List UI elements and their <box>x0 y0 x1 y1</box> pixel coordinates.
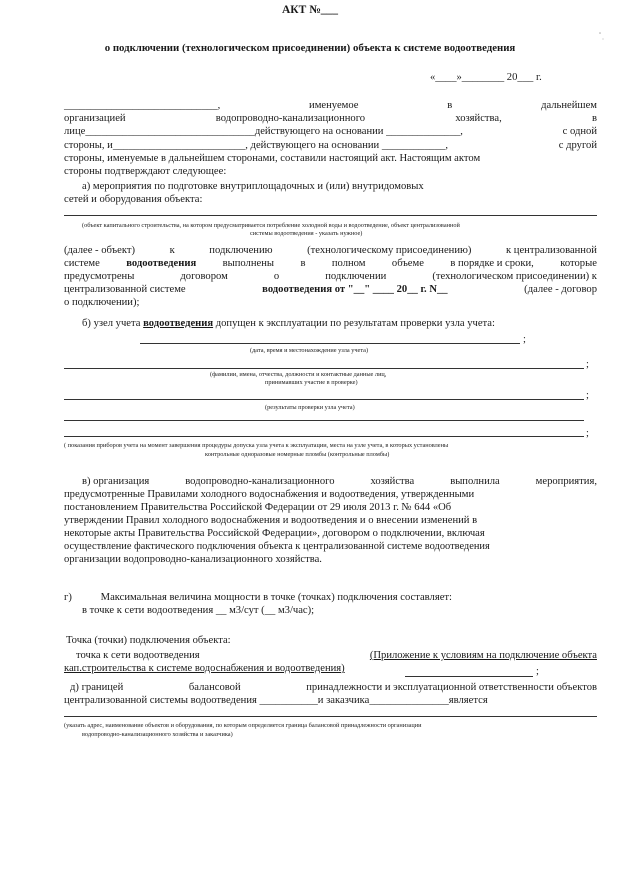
section-a-text-4 <box>64 284 597 296</box>
text-word: выполнены <box>222 258 275 269</box>
section-b-note-readings-1: ( показания приборов учета на момент завершения процедуры допуска узла учета к эксплуатации, места на узле учета, в которых установлены <box>64 442 449 449</box>
section-a-line-1: а) мероприятия по подготовке внутриплощадочных и (или) внутридомовых <box>82 181 424 192</box>
text-word: б) узел учета <box>82 318 141 329</box>
intro-line-3 <box>64 126 597 138</box>
section-v-line-6: осуществление фактического подключения объекта к централизованной системе водоотведения <box>64 541 490 552</box>
intro-line-6: стороны подтверждают следующее: <box>64 166 227 177</box>
section-a-note-2: системы водоотведения - указать нужное) <box>250 230 363 237</box>
section-b-readings-line-1 <box>64 420 584 421</box>
section-b-semicolon-4: ; <box>586 428 589 439</box>
text-word: водопроводно-канализационного <box>185 476 335 487</box>
text-word: полном <box>331 258 366 269</box>
section-b-note-results: (результаты проверки узла учета) <box>265 404 355 411</box>
text-word: предусмотрены <box>64 271 135 282</box>
intro-word: в <box>591 113 597 124</box>
text-word: системе <box>64 258 100 269</box>
section-v-line-2: предусмотренные Правилами холодного водоснабжения и водоотведения, утвержденными <box>64 489 475 500</box>
text-word: в <box>300 258 306 269</box>
act-date-line: «____»________ 20___ г. <box>430 72 542 83</box>
text-word: (далее - договор <box>524 284 597 295</box>
text-word-bold: водоотведения от "__" ____ 20__ г. N__ <box>262 284 448 295</box>
text-word: мероприятия, <box>535 476 597 487</box>
text-word: которые <box>560 258 597 269</box>
text-word: д) границей <box>70 682 124 693</box>
text-word-bold: водоотведения <box>126 258 197 269</box>
text-word: в) организация <box>82 476 150 487</box>
section-g-line-2: в точке к сети водоотведения __ м3/сут (__ м3/час); <box>82 605 315 616</box>
section-a-text-3 <box>64 271 597 283</box>
section-b-results-line <box>64 399 584 400</box>
act-title: АКТ №___ <box>282 4 338 16</box>
section-v-line-7: организации водопроводно-канализационного хозяйства. <box>64 554 322 565</box>
section-b-note-readings-2: контрольные одноразовые номерные пломбы (контрольные пломбы) <box>205 451 390 458</box>
connection-point-semicolon: ; <box>536 666 539 677</box>
scan-speck-marks <box>598 30 606 50</box>
section-d-note-2: водопроводно-канализационного хозяйства и заказчика) <box>82 731 233 738</box>
text-word: подключении <box>325 271 387 282</box>
connection-point-line-1 <box>76 650 597 662</box>
intro-word: водопроводно-канализационного <box>215 113 366 124</box>
intro-line-4 <box>64 140 597 152</box>
text-word: точка к сети водоотведения <box>76 650 200 661</box>
section-d-note-1: (указать адрес, наименование объектов и оборудования, по которым определяется граница балансовой принадлежности организации <box>64 722 422 729</box>
text-word: подключению <box>209 245 273 256</box>
intro-word: организацией <box>64 113 126 124</box>
text-word: в порядке и сроки, <box>450 258 534 269</box>
intro-line-1 <box>64 100 597 112</box>
section-d-line-2: централизованной системы водоотведения ___________и заказчика_______________является <box>64 695 488 706</box>
section-v-line-3: постановлением Правительства Российской Федерации от 29 июля 2013 г. № 644 «Об <box>64 502 452 513</box>
text-word: выполнила <box>450 476 500 487</box>
section-a-text-2 <box>64 258 597 270</box>
section-d-fill-line <box>64 716 597 717</box>
act-subtitle: о подключении (технологическом присоединении) объекта к системе водоотведения <box>104 42 516 54</box>
text-word: балансовой <box>188 682 241 693</box>
intro-word: в <box>447 100 453 111</box>
text-word: (далее - объект) <box>64 245 135 256</box>
section-b-semicolon-3: ; <box>586 390 589 401</box>
section-b-readings-line-2 <box>64 436 584 437</box>
text-word: принадлежности и эксплуатационной ответственности объектов <box>306 682 597 693</box>
section-v-line-5: некоторые акты Правительства Российской Федерации», договором о подключении, включая <box>64 528 485 539</box>
text-word: хозяйства <box>370 476 415 487</box>
intro-org-blank: _____________________________, <box>64 100 221 111</box>
appendix-reference: (Приложение к условиям на подключение объекта <box>369 650 597 661</box>
intro-word: именуемое <box>309 100 359 111</box>
section-v-line-4: утверждении Правил холодного водоснабжения и водоотведения и о внесении изменений в <box>64 515 478 526</box>
intro-line-5: стороны, именуемые в дальнейшем сторонами, составили настоящий акт. Настоящим актом <box>64 153 481 164</box>
text-word: к централизованной <box>506 245 597 256</box>
text-word: централизованной системе <box>64 284 186 295</box>
text-word: (технологическому присоединению) <box>307 245 472 256</box>
section-b-note-names-2: принимавших участие в проверке) <box>265 379 358 386</box>
section-a-line-2: сетей и оборудования объекта: <box>64 194 203 205</box>
intro-customer-blank: стороны, и_________________________, действующего на основании ____________, <box>64 140 449 151</box>
connection-points-title: Точка (точки) подключения объекта: <box>66 635 231 646</box>
text-word: к <box>169 245 175 256</box>
intro-line-2 <box>64 113 597 125</box>
appendix-reference: кап.строительства к системе водоснабжения и водоотведения) <box>64 663 345 674</box>
text-word: г) <box>64 592 72 603</box>
section-v-line-1 <box>82 476 597 488</box>
text-word: о <box>273 271 280 282</box>
text-word: допущен к эксплуатации по результатам проверки узла учета: <box>215 318 495 329</box>
section-a-note-1: (объект капитального строительства, на котором предусматривается потребление холодной воды и водоотведение, объект централизованной <box>82 222 460 229</box>
section-a-text-1 <box>64 245 597 257</box>
section-a-text-5: о подключении); <box>64 297 140 308</box>
connection-point-line-2 <box>64 663 345 675</box>
section-d-line-1 <box>70 682 597 694</box>
text-word: Максимальная величина мощности в точке (точках) подключения составляет: <box>100 592 452 603</box>
section-b-note-names-1: (фамилии, имена, отчества, должности и контактные данные лиц, <box>210 371 387 378</box>
section-b-line-1 <box>82 318 495 330</box>
section-g-line-1 <box>64 592 452 604</box>
section-b-semicolon-2: ; <box>586 359 589 370</box>
intro-word: с другой <box>558 140 597 151</box>
text-word-bold: водоотведения <box>143 318 214 329</box>
text-word: договором <box>180 271 228 282</box>
section-b-names-line <box>64 368 584 369</box>
intro-word: с одной <box>562 126 597 137</box>
intro-word: хозяйства, <box>455 113 502 124</box>
intro-representative-blank: лице________________________________действующего на основании ______________, <box>64 126 463 137</box>
intro-word: дальнейшем <box>541 100 597 111</box>
section-a-fill-line <box>64 215 597 216</box>
connection-point-fill-line <box>405 676 533 677</box>
text-word: (технологическом присоединении) к <box>432 271 597 282</box>
section-b-note-date: (дата, время и местонахождение узла учета) <box>250 347 369 354</box>
text-word: объеме <box>391 258 424 269</box>
section-b-semicolon-1: ; <box>523 334 526 345</box>
section-b-date-line <box>140 343 520 344</box>
